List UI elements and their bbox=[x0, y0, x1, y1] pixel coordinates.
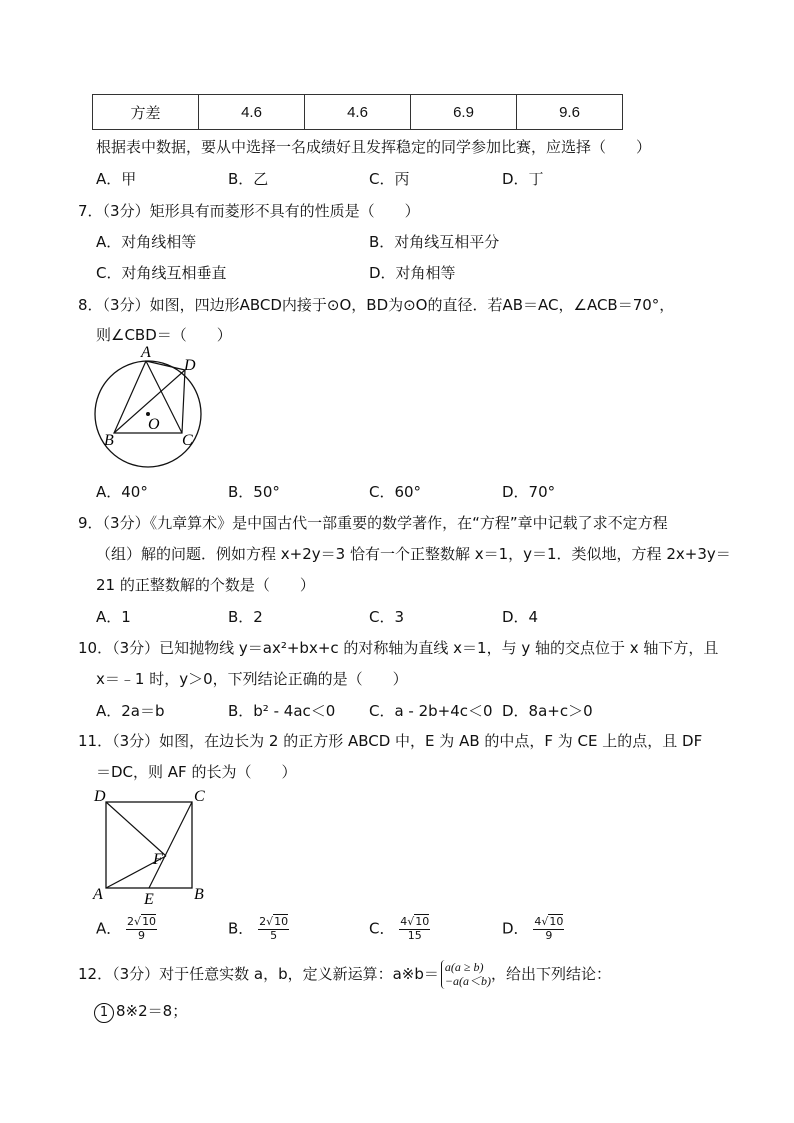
q7-option-a: A．对角线相等 bbox=[96, 233, 197, 251]
label-b: B bbox=[104, 432, 114, 449]
denominator: 9 bbox=[138, 928, 146, 942]
q8-stem-line2: 则∠CBD＝（ ） bbox=[96, 326, 232, 344]
label-c: C bbox=[182, 432, 193, 449]
segment-ce bbox=[149, 802, 192, 888]
q6-stem: 根据表中数据，要从中选择一名成绩好且发挥稳定的同学参加比赛，应选择（ ） bbox=[96, 138, 652, 156]
denominator: 15 bbox=[407, 928, 422, 942]
q9-line2: （组）解的问题．例如方程 x+2y＝3 恰有一个正整数解 x＝1，y＝1．类似地，方程 2x+3y＝ bbox=[96, 545, 731, 563]
numerator: 4√10 bbox=[400, 915, 430, 928]
fraction bbox=[258, 916, 289, 942]
denominator: 9 bbox=[545, 928, 553, 942]
q12-stem-suffix: ，给出下列结论： bbox=[491, 964, 612, 983]
q10-option-b: B．b² - 4ac＜0 bbox=[228, 702, 336, 720]
variance-cell: 4.6 bbox=[305, 95, 411, 130]
case-2: −a(a＜b) bbox=[444, 974, 491, 989]
q9-option-b: B．2 bbox=[228, 608, 263, 626]
case-1: a(a ≥ b) bbox=[444, 960, 484, 974]
q8-circle-figure bbox=[88, 344, 208, 474]
label-d: D bbox=[184, 357, 196, 374]
q12-stem-prefix: 12．（3分）对于任意实数 a，b，定义新运算：a※b＝ bbox=[78, 964, 439, 983]
q8-option-b: B．50° bbox=[228, 483, 280, 501]
q7-stem: 7．（3分）矩形具有而菱形不具有的性质是（ ） bbox=[78, 202, 420, 220]
label-b: B bbox=[194, 886, 204, 903]
segment-df bbox=[106, 802, 166, 856]
row-label-cell: 方差 bbox=[93, 95, 199, 130]
variance-table bbox=[92, 94, 623, 130]
q9-option-c: C．3 bbox=[369, 608, 405, 626]
numerator: 2√10 bbox=[127, 915, 157, 928]
q9-line1: 9．（3分）《九章算术》是中国古代一部重要的数学著作，在“方程”章中记载了求不定方程 bbox=[78, 514, 668, 532]
q7-option-c: C．对角线互相垂直 bbox=[96, 264, 227, 282]
q10-option-a: A．2a＝b bbox=[96, 702, 165, 720]
square-abcd bbox=[106, 802, 192, 888]
q8-option-d: D．70° bbox=[502, 483, 556, 501]
q7-option-b: B．对角线互相平分 bbox=[369, 233, 500, 251]
label-o: O bbox=[148, 416, 160, 433]
q10-option-d: D．8a+c＞0 bbox=[502, 702, 593, 720]
q9-option-d: D．4 bbox=[502, 608, 539, 626]
q10-option-c: C．a - 2b+4c＜0 bbox=[369, 702, 493, 720]
q6-option-d: D．丁 bbox=[502, 170, 544, 188]
q8-option-a: A．40° bbox=[96, 483, 148, 501]
label-a: A bbox=[93, 886, 103, 903]
label-d: D bbox=[94, 788, 106, 805]
label-e: E bbox=[144, 891, 154, 906]
q11-line1: 11．（3分）如图，在边长为 2 的正方形 ABCD 中，E 为 AB 的中点，F 为 CE 上的点，且 DF bbox=[78, 732, 703, 750]
option-letter: A． bbox=[96, 919, 122, 938]
fraction bbox=[399, 916, 430, 942]
label-a: A bbox=[141, 344, 151, 361]
piecewise-definition bbox=[441, 960, 491, 989]
variance-cell: 6.9 bbox=[411, 95, 517, 130]
fraction bbox=[533, 916, 564, 942]
q6-option-b: B．乙 bbox=[228, 170, 269, 188]
q10-line1: 10．（3分）已知抛物线 y＝ax²+bx+c 的对称轴为直线 x＝1，与 y 轴的交点位于 x 轴下方，且 bbox=[78, 639, 719, 657]
q12-item-1-text: 8※2＝8； bbox=[116, 1002, 188, 1020]
fraction bbox=[126, 916, 157, 942]
variance-cell: 4.6 bbox=[199, 95, 305, 130]
table-row bbox=[93, 95, 623, 130]
variance-cell: 9.6 bbox=[517, 95, 623, 130]
q7-option-d: D．对角相等 bbox=[369, 264, 456, 282]
q11-line2: ＝DC，则 AF 的长为（ ） bbox=[96, 763, 297, 781]
q9-option-a: A．1 bbox=[96, 608, 131, 626]
label-c: C bbox=[194, 788, 205, 805]
numerator: 4√10 bbox=[534, 915, 564, 928]
option-letter: B． bbox=[228, 919, 254, 938]
q9-line3: 21 的正整数解的个数是（ ） bbox=[96, 576, 315, 594]
q10-line2: x＝﹣1 时，y＞0，下列结论正确的是（ ） bbox=[96, 670, 408, 688]
numerator: 2√10 bbox=[259, 915, 289, 928]
option-letter: D． bbox=[502, 919, 529, 938]
q6-option-c: C．丙 bbox=[369, 170, 410, 188]
option-letter: C． bbox=[369, 919, 395, 938]
q12-item-1 bbox=[94, 1000, 187, 1023]
q11-option-b bbox=[228, 916, 289, 942]
q11-option-a bbox=[96, 916, 157, 942]
q8-stem-line1: 8．（3分）如图，四边形ABCD内接于⊙O，BD为⊙O的直径．若AB＝AC，∠ACB＝70°， bbox=[78, 296, 675, 314]
q11-square-figure bbox=[88, 786, 213, 906]
q6-option-a: A．甲 bbox=[96, 170, 137, 188]
denominator: 5 bbox=[270, 928, 278, 942]
label-f: F bbox=[153, 851, 163, 868]
q12-stem bbox=[78, 960, 611, 989]
q11-option-d bbox=[502, 916, 564, 942]
q11-option-c bbox=[369, 916, 430, 942]
q8-option-c: C．60° bbox=[369, 483, 422, 501]
circled-number: 1 bbox=[94, 1003, 114, 1023]
